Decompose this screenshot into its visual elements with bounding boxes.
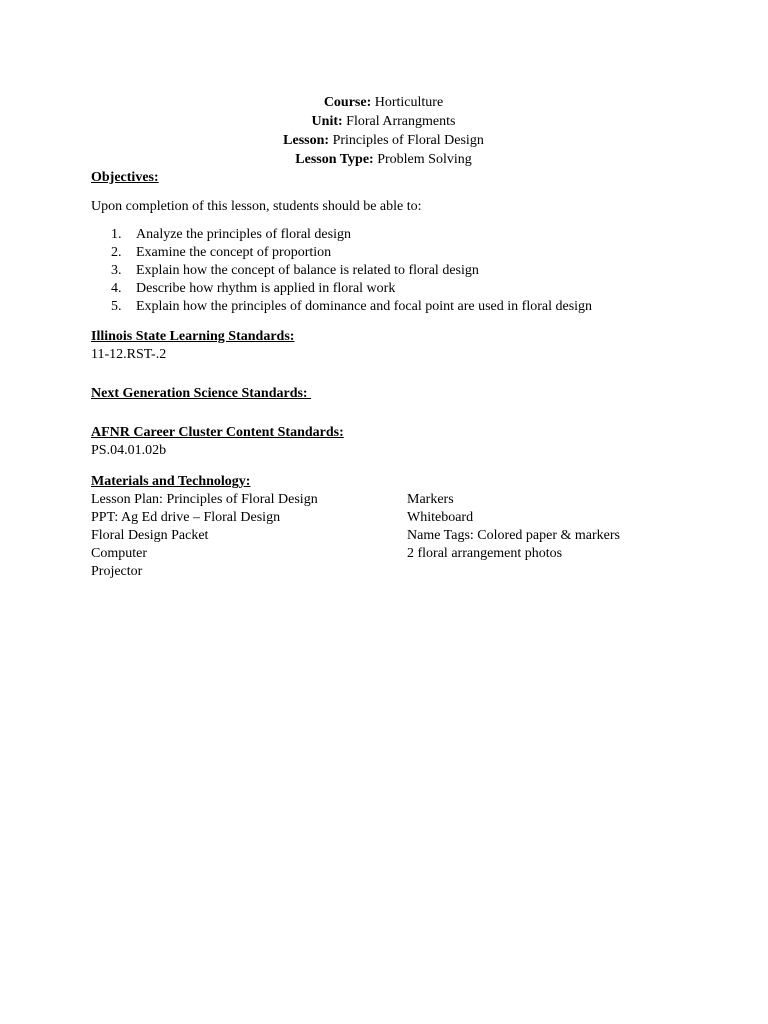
list-item <box>91 226 691 244</box>
lesson-type-value: Problem Solving <box>373 152 472 167</box>
unit-value: Floral Arrangments <box>342 114 456 129</box>
list-item <box>91 244 691 262</box>
list-text: Examine the concept of proportion <box>136 245 332 260</box>
material-item: 2 floral arrangement photos <box>407 546 563 561</box>
illinois-standards-value: 11-12.RST-.2 <box>91 347 167 362</box>
materials-grid <box>91 491 691 581</box>
objectives-list <box>91 226 691 316</box>
list-number: 4. <box>111 281 122 296</box>
materials-right-column <box>407 491 687 581</box>
ngss-section <box>91 385 691 403</box>
list-text: Analyze the principles of floral design <box>136 227 351 242</box>
materials-section <box>91 473 691 581</box>
material-item: Lesson Plan: Principles of Floral Design <box>91 492 318 507</box>
illinois-standards-heading: Illinois State Learning Standards: <box>91 329 295 344</box>
afnr-value: PS.04.01.02b <box>91 443 167 458</box>
lesson-header <box>91 93 676 169</box>
materials-left-column <box>91 491 407 581</box>
list-number: 5. <box>111 299 122 314</box>
objectives-intro: Upon completion of this lesson, students should be able to: <box>91 199 422 214</box>
material-item: Computer <box>91 546 147 561</box>
list-item <box>91 262 691 280</box>
course-label: Course: <box>323 95 372 110</box>
course-line <box>91 93 676 112</box>
list-item <box>91 298 691 316</box>
list-text: Describe how rhythm is applied in floral work <box>136 281 396 296</box>
material-item: PPT: Ag Ed drive – Floral Design <box>91 510 281 525</box>
course-value: Horticulture <box>371 95 444 110</box>
lesson-type-line <box>91 150 676 169</box>
list-text: Explain how the concept of balance is related to floral design <box>136 263 479 278</box>
list-number: 2. <box>111 245 122 260</box>
afnr-heading: AFNR Career Cluster Content Standards: <box>91 425 344 440</box>
objectives-heading: Objectives: <box>91 170 159 185</box>
list-number: 1. <box>111 227 122 242</box>
ngss-heading: Next Generation Science Standards: <box>91 386 312 401</box>
document-page <box>91 93 691 581</box>
lesson-type-label: Lesson Type: <box>295 152 374 167</box>
material-item: Name Tags: Colored paper & markers <box>407 528 620 543</box>
material-item: Markers <box>407 492 454 507</box>
lesson-line <box>91 131 676 150</box>
afnr-section <box>91 424 691 460</box>
unit-line <box>91 112 676 131</box>
list-number: 3. <box>111 263 122 278</box>
material-item: Floral Design Packet <box>91 528 209 543</box>
material-item: Whiteboard <box>407 510 474 525</box>
lesson-value: Principles of Floral Design <box>329 133 484 148</box>
list-text: Explain how the principles of dominance and focal point are used in floral design <box>136 299 593 314</box>
unit-label: Unit: <box>311 114 343 129</box>
list-item <box>91 280 691 298</box>
material-item: Projector <box>91 564 143 579</box>
lesson-label: Lesson: <box>283 133 330 148</box>
materials-heading: Materials and Technology: <box>91 474 251 489</box>
illinois-standards-section <box>91 328 691 364</box>
